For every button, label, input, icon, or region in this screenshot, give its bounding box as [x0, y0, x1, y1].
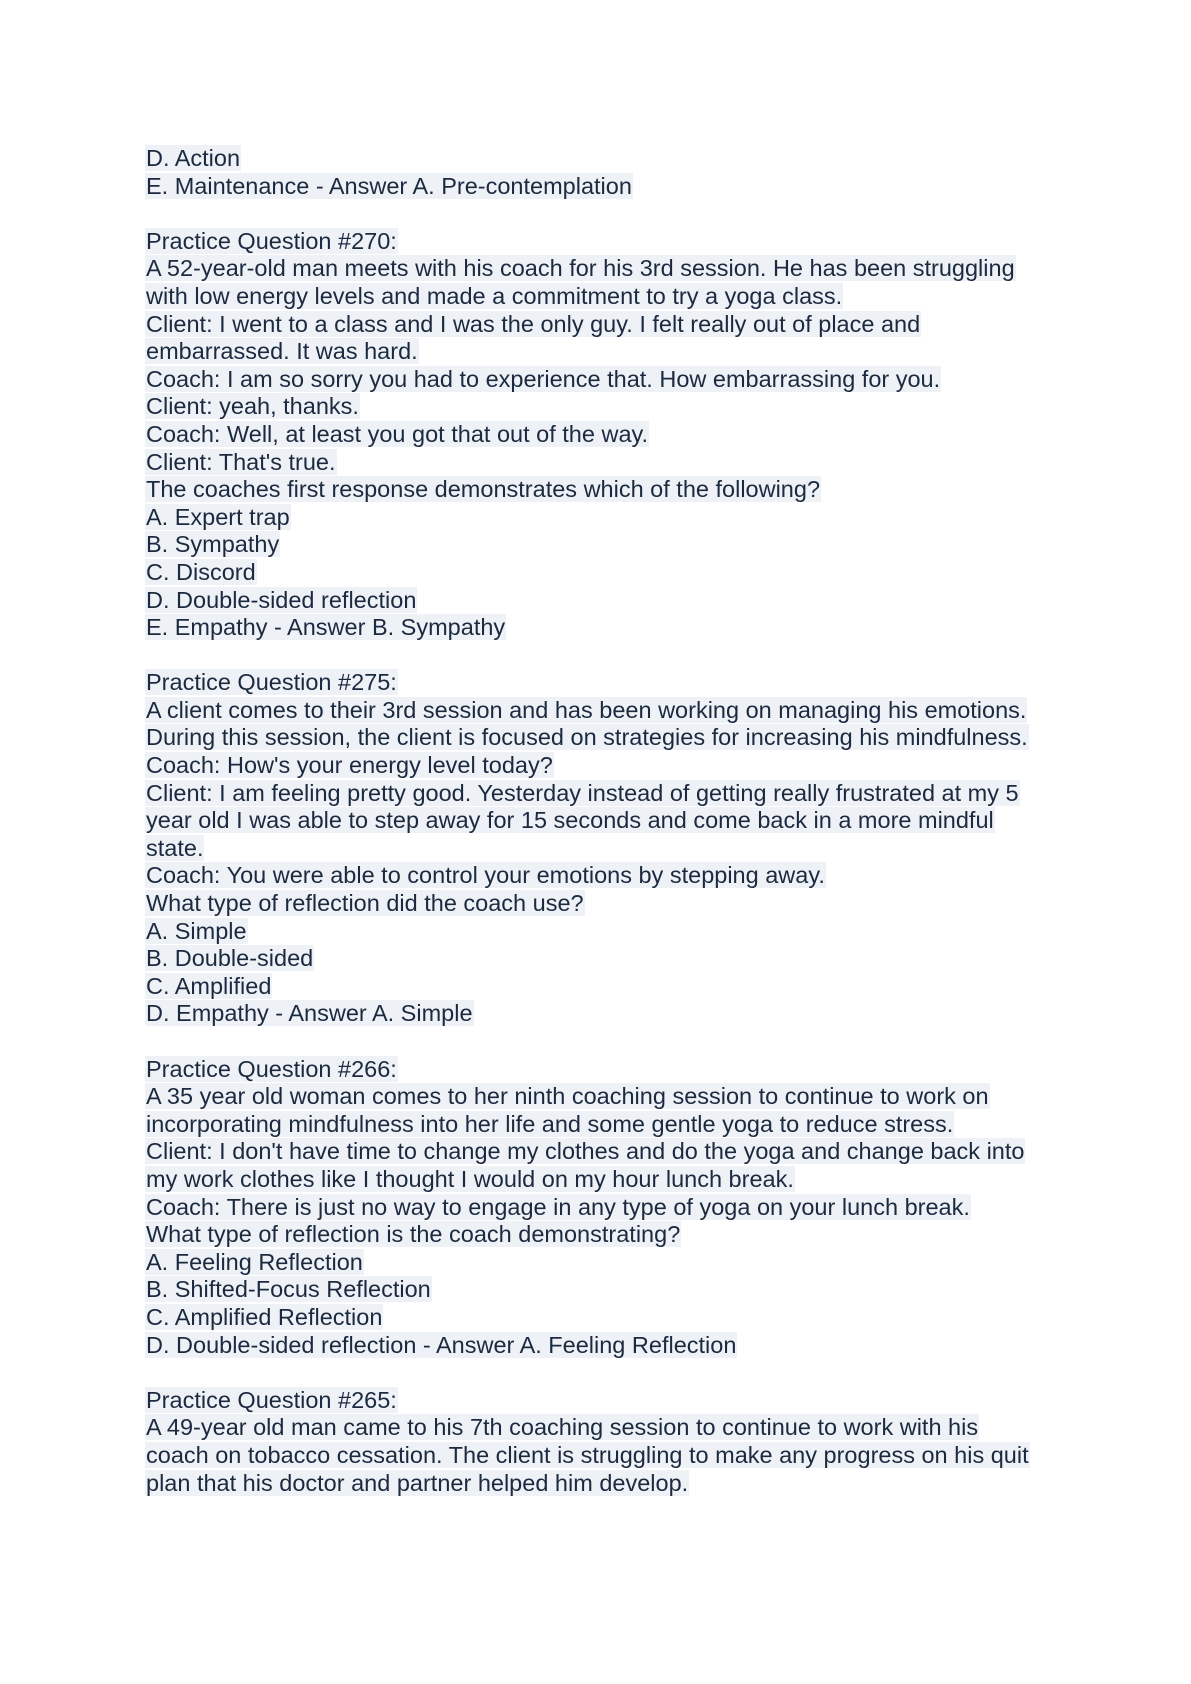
option-e-with-answer: E. Maintenance - Answer A. Pre-contemplation — [146, 172, 632, 199]
dialogue-line: Client: I don't have time to change my clothes and do the yoga and change back into — [146, 1138, 1025, 1165]
option-a: A. Expert trap — [146, 503, 290, 530]
question-text: incorporating mindfulness into her life and some gentle yoga to reduce stress. — [146, 1110, 954, 1137]
option-a: A. Simple — [146, 917, 247, 944]
question-heading: Practice Question #270: — [146, 227, 397, 254]
option-d: D. Action — [146, 145, 241, 171]
question-prompt: What type of reflection did the coach use? — [146, 890, 584, 917]
dialogue-line: Coach: Well, at least you got that out of the way. — [146, 420, 649, 447]
question-prompt: The coaches first response demonstrates which of the following? — [146, 476, 821, 503]
option-d-with-answer: D. Empathy - Answer A. Simple — [146, 1000, 473, 1027]
practice-question-270 — [145, 228, 1135, 642]
dialogue-line: Coach: There is just no way to engage in any type of yoga on your lunch break. — [146, 1193, 970, 1220]
question-text: A 49-year old man came to his 7th coaching session to continue to work with his — [146, 1414, 979, 1441]
dialogue-line: Client: yeah, thanks. — [146, 393, 359, 420]
dialogue-line: state. — [146, 834, 204, 861]
practice-question-275 — [145, 669, 1135, 1028]
option-b: B. Shifted-Focus Reflection — [146, 1276, 431, 1303]
question-heading: Practice Question #275: — [146, 669, 397, 696]
previous-question-tail — [145, 145, 1135, 200]
document-page — [145, 145, 1135, 1497]
dialogue-line: year old I was able to step away for 15 seconds and come back in a more mindful — [146, 807, 994, 834]
dialogue-line: Coach: How's your energy level today? — [146, 752, 553, 779]
question-text: A 52-year-old man meets with his coach for his 3rd session. He has been struggling — [146, 255, 1015, 282]
dialogue-line: embarrassed. It was hard. — [146, 338, 418, 365]
dialogue-line: Client: That's true. — [146, 448, 336, 475]
option-b: B. Sympathy — [146, 531, 280, 558]
option-c: C. Discord — [146, 558, 256, 585]
question-heading: Practice Question #265: — [146, 1386, 397, 1413]
question-text: A client comes to their 3rd session and has been working on managing his emotions. — [146, 696, 1027, 723]
question-heading: Practice Question #266: — [146, 1055, 397, 1082]
option-b: B. Double-sided — [146, 945, 314, 972]
option-c: C. Amplified Reflection — [146, 1303, 383, 1330]
question-prompt: What type of reflection is the coach demonstrating? — [146, 1221, 681, 1248]
option-c: C. Amplified — [146, 972, 272, 999]
option-d: D. Double-sided reflection — [146, 586, 417, 613]
question-text: plan that his doctor and partner helped him develop. — [146, 1469, 689, 1496]
dialogue-line: my work clothes like I thought I would on my hour lunch break. — [146, 1165, 794, 1192]
practice-question-266 — [145, 1056, 1135, 1360]
question-text: coach on tobacco cessation. The client is struggling to make any progress on his quit — [146, 1441, 1029, 1468]
option-a: A. Feeling Reflection — [146, 1248, 363, 1275]
question-text: During this session, the client is focused on strategies for increasing his mindfulness. — [146, 724, 1028, 751]
dialogue-line: Coach: You were able to control your emotions by stepping away. — [146, 862, 825, 889]
question-text: A 35 year old woman comes to her ninth coaching session to continue to work on — [146, 1083, 989, 1110]
dialogue-line: Coach: I am so sorry you had to experience that. How embarrassing for you. — [146, 365, 941, 392]
practice-question-265 — [145, 1387, 1135, 1497]
dialogue-line: Client: I went to a class and I was the only guy. I felt really out of place and — [146, 310, 921, 337]
option-e-with-answer: E. Empathy - Answer B. Sympathy — [146, 614, 506, 641]
question-text: with low energy levels and made a commitment to try a yoga class. — [146, 282, 843, 309]
dialogue-line: Client: I am feeling pretty good. Yesterday instead of getting really frustrated at my 5 — [146, 779, 1019, 806]
option-d-with-answer: D. Double-sided reflection - Answer A. Feeling Reflection — [146, 1331, 737, 1358]
